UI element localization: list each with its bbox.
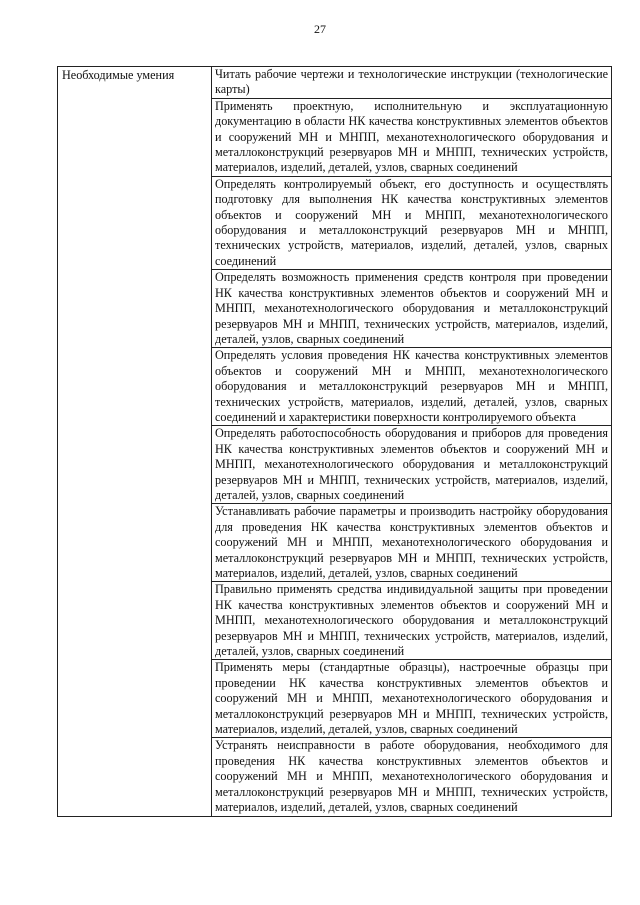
skill-item: Определять работоспособность оборудования и приборов для проведения НК качества конструктивных элементов объектов и сооружений МН и МНПП, механотехнологического оборудования и металлоконструкций резервуаров МН и МНПП, технических устройств, материалов, изделий, деталей, узлов, сварных соединений: [212, 426, 611, 504]
skill-item: Применять меры (стандартные образцы), настроечные образцы при проведении НК качества конструктивных элементов объектов и сооружений МН и МНПП, механотехнологического оборудования и металлоконструкций резервуаров МН и МНПП, технических устройств, материалов, изделий, деталей, узлов, сварных соединений: [212, 660, 611, 738]
skill-item: Применять проектную, исполнительную и эксплуатационную документацию в области НК качества конструктивных элементов объектов и сооружений МН и МНПП, механотехнологического оборудования и металлоконструкций резервуаров МН и МНПП, технических устройств, материалов, изделий, деталей, узлов, сварных соединений: [212, 99, 611, 177]
skills-table: [57, 66, 612, 817]
skill-item: Правильно применять средства индивидуальной защиты при проведении НК качества конструктивных элементов объектов и сооружений МН и МНПП, механотехнологического оборудования и металлоконструкций резервуаров МН и МНПП, технических устройств, материалов, изделий, деталей, узлов, сварных соединений: [212, 582, 611, 660]
skills-cell: [212, 67, 612, 817]
skill-item: Устанавливать рабочие параметры и производить настройку оборудования для проведения НК качества конструктивных элементов объектов и сооружений МН и МНПП, механотехнологического оборудования и металлоконструкций резервуаров МН и МНПП, технических устройств, материалов, изделий, деталей, узлов, сварных соединений: [212, 504, 611, 582]
skill-item: Устранять неисправности в работе оборудования, необходимого для проведения НК качества конструктивных элементов объектов и сооружений МН и МНПП, механотехнологического оборудования и металлоконструкций резервуаров МН и МНПП, технических устройств, материалов, изделий, деталей, узлов, сварных соединений: [215, 738, 608, 815]
skill-item: Определять контролируемый объект, его доступность и осуществлять подготовку для выполнения НК качества конструктивных элементов объектов и сооружений МН и МНПП, механотехнологического оборудования и металлоконструкций резервуаров МН и МНПП, технических устройств, материалов, изделий, деталей, узлов, сварных соединений: [212, 177, 611, 270]
skill-item: Определять возможность применения средств контроля при проведении НК качества конструктивных элементов объектов и сооружений МН и МНПП, механотехнологического оборудования и металлоконструкций резервуаров МН и МНПП, технических устройств, материалов, изделий, деталей, узлов, сварных соединений: [212, 270, 611, 348]
row-label: Необходимые умения: [62, 68, 175, 82]
page-number: 27: [314, 22, 326, 36]
row-label-cell: [58, 67, 212, 817]
skill-item: Читать рабочие чертежи и технологические инструкции (технологические карты): [212, 67, 611, 99]
table-row: [58, 67, 612, 817]
skill-item: Определять условия проведения НК качества конструктивных элементов объектов и сооружений МН и МНПП, механотехнологического оборудования и металлоконструкций резервуаров МН и МНПП, технических устройств, материалов, изделий, деталей, узлов, сварных соединений и характеристики поверхности контролируемого объекта: [212, 348, 611, 426]
